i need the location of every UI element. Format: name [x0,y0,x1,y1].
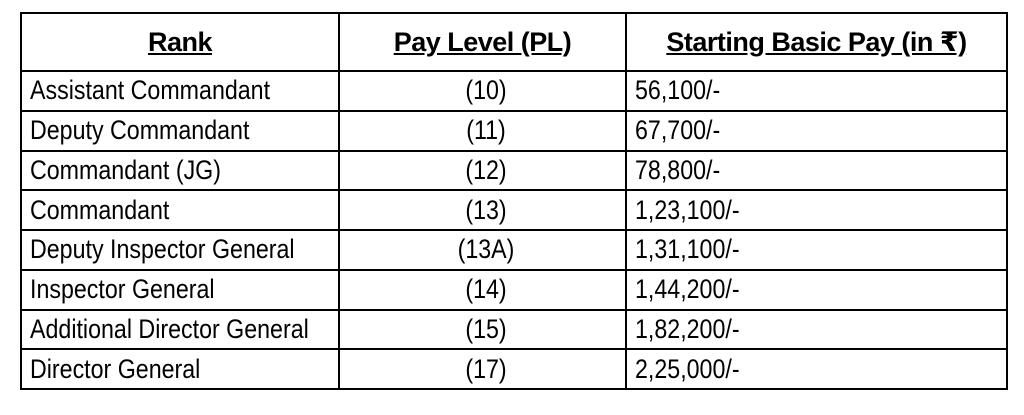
rank-cell: Deputy Inspector General [21,230,339,270]
pay-level-cell: (10) [339,71,626,111]
rank-cell: Assistant Commandant [21,71,339,111]
header-pay-level: Pay Level (PL) [339,13,626,71]
pay-level-cell: (17) [339,349,626,389]
rank-cell: Director General [21,349,339,389]
pay-level-cell: (12) [339,151,626,191]
starting-pay-cell: 1,31,100/- [626,230,1007,270]
header-rank: Rank [21,13,339,71]
pay-table-container [20,12,1006,390]
rank-cell: Deputy Commandant [21,111,339,151]
pay-level-cell: (11) [339,111,626,151]
rank-cell: Additional Director General [21,310,339,350]
starting-pay-cell: 1,82,200/- [626,310,1007,350]
table-row [21,230,1007,270]
pay-scale-table [20,12,1008,390]
table-row [21,151,1007,191]
table-row [21,190,1007,230]
pay-level-cell: (15) [339,310,626,350]
starting-pay-cell: 2,25,000/- [626,349,1007,389]
starting-pay-cell: 1,44,200/- [626,270,1007,310]
rank-cell: Commandant (JG) [21,151,339,191]
starting-pay-cell: 78,800/- [626,151,1007,191]
header-starting-basic-pay: Starting Basic Pay (in ₹) [626,13,1007,71]
table-row [21,270,1007,310]
rank-cell: Inspector General [21,270,339,310]
starting-pay-cell: 56,100/- [626,71,1007,111]
starting-pay-cell: 1,23,100/- [626,190,1007,230]
pay-level-cell: (13A) [339,230,626,270]
header-row [21,13,1007,71]
starting-pay-cell: 67,700/- [626,111,1007,151]
table-row [21,310,1007,350]
pay-level-cell: (13) [339,190,626,230]
table-row [21,71,1007,111]
pay-level-cell: (14) [339,270,626,310]
rank-cell: Commandant [21,190,339,230]
table-row [21,111,1007,151]
table-row [21,349,1007,389]
